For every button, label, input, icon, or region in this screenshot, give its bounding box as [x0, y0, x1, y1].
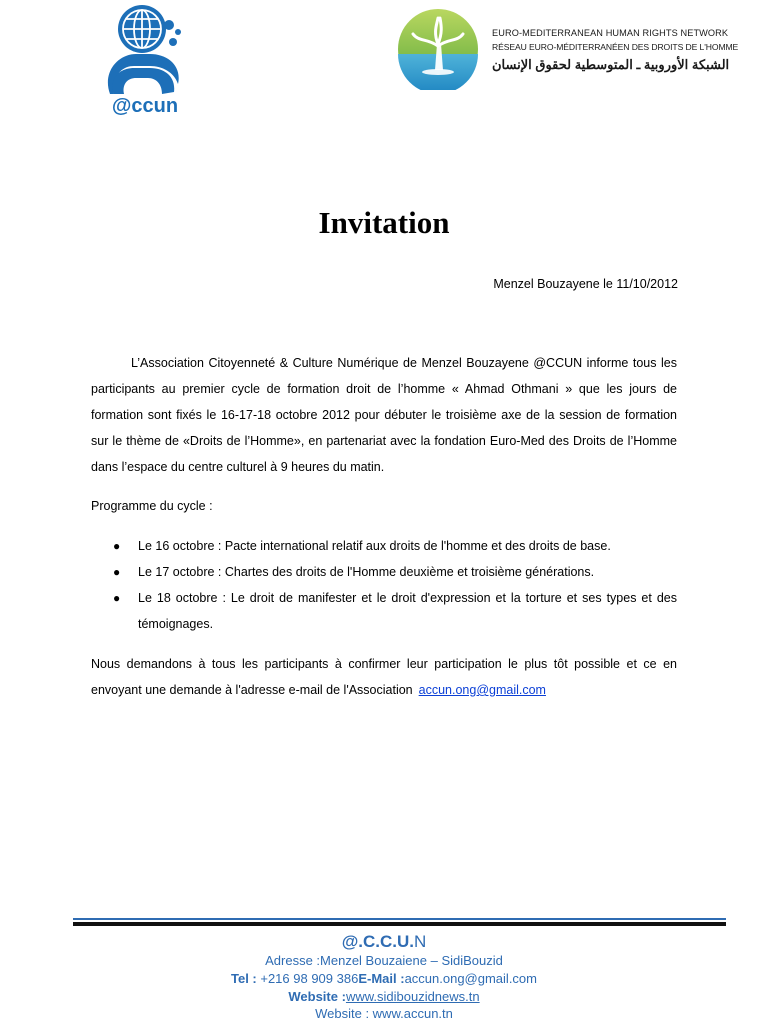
program-item: [91, 585, 677, 637]
footer-divider-black: [73, 922, 726, 926]
program-item-text: Le 17 octobre : Chartes des droits de l'Homme deuxième et troisième générations.: [138, 565, 595, 579]
bullet-icon: ●: [113, 539, 121, 553]
program-list: [91, 533, 677, 637]
footer-tel-label: Tel :: [230, 971, 261, 986]
email-link[interactable]: accun.ong@gmail.com: [418, 683, 546, 697]
footer-organization: [0, 932, 768, 952]
accun-logo-text: @ccun: [111, 95, 179, 117]
invitation-paragraph: L’Association Citoyenneté & Culture Numérique de Menzel Bouzayene @CCUN informe tous les participants au premier cycle de formation droit de l’homme « Ahmad Othmani » que les jours de formation sont fixés le 16-17-18 octobre 2012 pour débuter le troisième axe de la session de formation sur le thème de «Droits de l’Homme», en partenariat avec la fondation Euro-Med des Droits de l’Homme dans l’espace du centre culturel à 9 heures du matin.: [91, 356, 677, 474]
footer-contact: [0, 971, 768, 986]
program-item-text: Le 16 octobre : Pacte international relatif aux droits de l'homme et des droits de base.: [138, 539, 611, 553]
euromed-network-logo: [397, 8, 479, 90]
footer-website: [0, 989, 768, 1004]
program-item-text: Le 18 octobre : Le droit de manifester et le droit d'expression et la torture et ses types et des témoignages.: [138, 591, 677, 631]
network-name-french: RÉSEAU EURO-MÉDITERRANÉEN DES DROITS DE L'HOMME: [492, 42, 739, 52]
request-paragraph: [91, 651, 677, 703]
program-item: [91, 559, 677, 585]
footer-org-prefix: @.C.C.U.: [341, 932, 415, 951]
footer-website-secondary: Website : www.accun.tn: [315, 1006, 453, 1021]
network-name-arabic: الشبكة الأوروبية ـ المتوسطية لحقوق الإنسان: [492, 57, 730, 72]
program-title: Programme du cycle :: [91, 499, 213, 513]
place-and-date: Menzel Bouzayene le 11/10/2012: [493, 277, 678, 291]
footer-tel-value: +216 98 909 386: [260, 971, 359, 986]
footer-website-link[interactable]: www.sidibouzidnews.tn: [345, 989, 480, 1004]
footer-address-label: Adresse :: [265, 953, 321, 968]
bullet-icon: ●: [113, 591, 121, 605]
accun-logo: [100, 2, 190, 118]
footer-email-value[interactable]: accun.ong@gmail.com: [404, 971, 537, 986]
request-text: Nous demandons à tous les participants à confirmer leur participation le plus tôt possible et ce en envoyant une demande à l'adresse e-mail de l'Association: [91, 657, 677, 697]
footer-divider-blue: [73, 918, 726, 920]
footer-website-label: Website :: [288, 989, 346, 1004]
footer-address-value: Menzel Bouzaiene – SidiBouzid: [320, 953, 503, 968]
footer-address: [0, 953, 768, 968]
program-item: [91, 533, 677, 559]
footer-email-label: E-Mail :: [358, 971, 405, 986]
document-title: Invitation: [318, 205, 450, 240]
bullet-icon: ●: [113, 565, 121, 579]
network-name-english: EURO-MEDITERRANEAN HUMAN RIGHTS NETWORK: [492, 28, 729, 38]
footer-org-suffix: N: [414, 932, 427, 951]
